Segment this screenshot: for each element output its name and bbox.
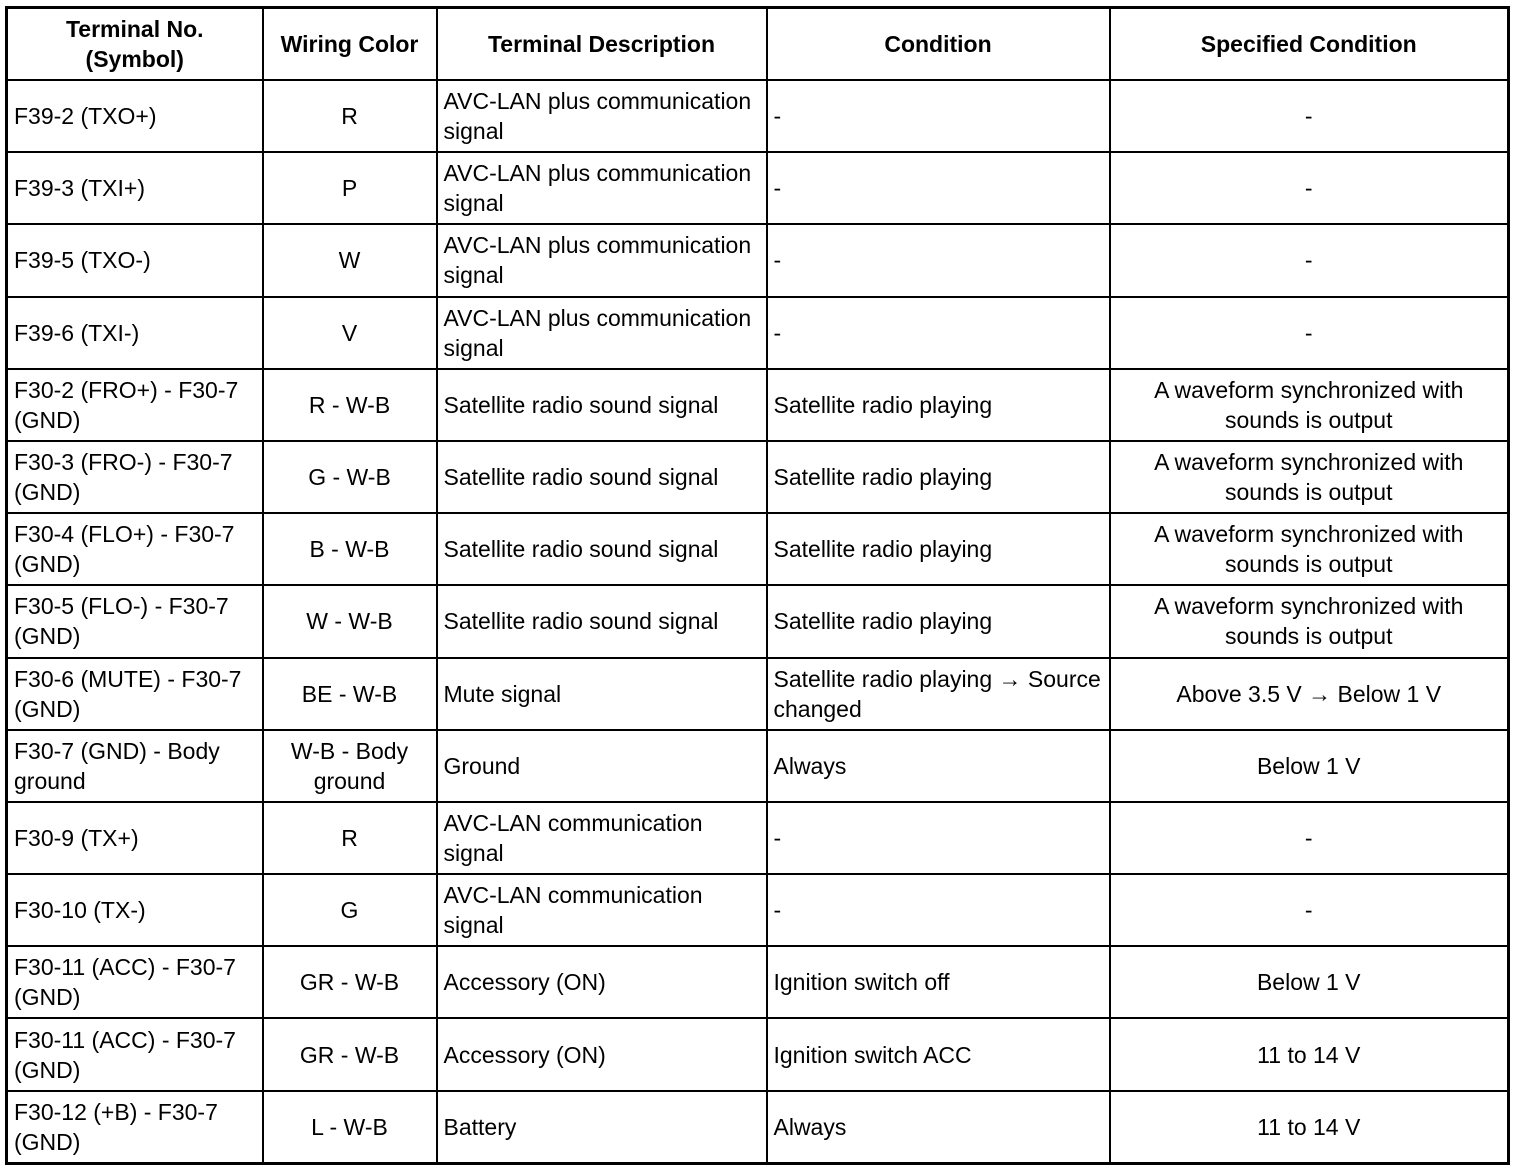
description-cell: Satellite radio sound signal: [437, 585, 767, 657]
table-row: [7, 658, 1509, 730]
table-row: [7, 1091, 1509, 1164]
wiring-cell: L - W-B: [263, 1091, 437, 1164]
table-row: [7, 224, 1509, 296]
terminal-cell: F30-10 (TX-): [7, 874, 263, 946]
table-row: [7, 152, 1509, 224]
table-row: [7, 730, 1509, 802]
specified-cell: 11 to 14 V: [1110, 1091, 1509, 1164]
condition-cell: Satellite radio playing: [767, 441, 1110, 513]
table-row: [7, 946, 1509, 1018]
terminal-cell: F30-11 (ACC) - F30-7 (GND): [7, 946, 263, 1018]
table-row: [7, 1018, 1509, 1090]
header-terminal-description: Terminal Description: [437, 8, 767, 81]
condition-cell: -: [767, 80, 1110, 152]
terminal-cell: F39-6 (TXI-): [7, 297, 263, 369]
description-cell: Satellite radio sound signal: [437, 441, 767, 513]
wiring-cell: G - W-B: [263, 441, 437, 513]
header-specified-condition: Specified Condition: [1110, 8, 1509, 81]
description-cell: AVC-LAN communication signal: [437, 802, 767, 874]
table-row: [7, 297, 1509, 369]
condition-cell: Always: [767, 730, 1110, 802]
description-cell: Satellite radio sound signal: [437, 513, 767, 585]
description-cell: AVC-LAN plus communication signal: [437, 152, 767, 224]
specified-cell: Above 3.5 V → Below 1 V: [1110, 658, 1509, 730]
specified-cell: A waveform synchronized with sounds is output: [1110, 441, 1509, 513]
specified-cell: Below 1 V: [1110, 946, 1509, 1018]
condition-cell: -: [767, 874, 1110, 946]
header-row: [7, 8, 1509, 81]
wiring-cell: BE - W-B: [263, 658, 437, 730]
description-cell: AVC-LAN plus communication signal: [437, 224, 767, 296]
condition-cell: -: [767, 224, 1110, 296]
table-row: [7, 513, 1509, 585]
condition-cell: -: [767, 297, 1110, 369]
description-cell: Battery: [437, 1091, 767, 1164]
specified-cell: 11 to 14 V: [1110, 1018, 1509, 1090]
condition-cell: Satellite radio playing: [767, 369, 1110, 441]
wiring-cell: W: [263, 224, 437, 296]
terminal-cell: F30-5 (FLO-) - F30-7 (GND): [7, 585, 263, 657]
specified-cell: A waveform synchronized with sounds is output: [1110, 585, 1509, 657]
table-row: [7, 80, 1509, 152]
terminal-cell: F39-5 (TXO-): [7, 224, 263, 296]
terminal-cell: F39-3 (TXI+): [7, 152, 263, 224]
table-row: [7, 802, 1509, 874]
wiring-cell: R - W-B: [263, 369, 437, 441]
terminal-cell: F30-4 (FLO+) - F30-7 (GND): [7, 513, 263, 585]
specified-cell: -: [1110, 152, 1509, 224]
terminal-cell: F30-12 (+B) - F30-7 (GND): [7, 1091, 263, 1164]
wiring-cell: W-B - Body ground: [263, 730, 437, 802]
description-cell: AVC-LAN plus communication signal: [437, 80, 767, 152]
condition-cell: Satellite radio playing: [767, 513, 1110, 585]
wiring-cell: R: [263, 802, 437, 874]
description-cell: Accessory (ON): [437, 946, 767, 1018]
wiring-cell: V: [263, 297, 437, 369]
specified-cell: -: [1110, 874, 1509, 946]
wiring-cell: P: [263, 152, 437, 224]
condition-cell: Always: [767, 1091, 1110, 1164]
header-wiring-color: Wiring Color: [263, 8, 437, 81]
condition-cell: Ignition switch off: [767, 946, 1110, 1018]
condition-cell: -: [767, 802, 1110, 874]
wiring-cell: GR - W-B: [263, 946, 437, 1018]
specified-cell: -: [1110, 802, 1509, 874]
table-row: [7, 585, 1509, 657]
condition-cell: Satellite radio playing → Source changed: [767, 658, 1110, 730]
wiring-cell: R: [263, 80, 437, 152]
wiring-cell: W - W-B: [263, 585, 437, 657]
description-cell: Mute signal: [437, 658, 767, 730]
specified-cell: -: [1110, 297, 1509, 369]
terminal-cell: F30-7 (GND) - Body ground: [7, 730, 263, 802]
terminal-cell: F39-2 (TXO+): [7, 80, 263, 152]
terminal-cell: F30-2 (FRO+) - F30-7 (GND): [7, 369, 263, 441]
specified-cell: -: [1110, 80, 1509, 152]
description-cell: AVC-LAN plus communication signal: [437, 297, 767, 369]
condition-cell: Ignition switch ACC: [767, 1018, 1110, 1090]
table-row: [7, 441, 1509, 513]
terminal-cell: F30-11 (ACC) - F30-7 (GND): [7, 1018, 263, 1090]
specified-cell: -: [1110, 224, 1509, 296]
header-terminal: Terminal No. (Symbol): [7, 8, 263, 81]
header-condition: Condition: [767, 8, 1110, 81]
terminal-cell: F30-9 (TX+): [7, 802, 263, 874]
wiring-cell: GR - W-B: [263, 1018, 437, 1090]
description-cell: AVC-LAN communication signal: [437, 874, 767, 946]
specified-cell: Below 1 V: [1110, 730, 1509, 802]
description-cell: Satellite radio sound signal: [437, 369, 767, 441]
table-row: [7, 874, 1509, 946]
condition-cell: -: [767, 152, 1110, 224]
wiring-cell: G: [263, 874, 437, 946]
wiring-cell: B - W-B: [263, 513, 437, 585]
description-cell: Accessory (ON): [437, 1018, 767, 1090]
specified-cell: A waveform synchronized with sounds is output: [1110, 513, 1509, 585]
specified-cell: A waveform synchronized with sounds is output: [1110, 369, 1509, 441]
condition-cell: Satellite radio playing: [767, 585, 1110, 657]
description-cell: Ground: [437, 730, 767, 802]
table-row: [7, 369, 1509, 441]
terminal-cell: F30-3 (FRO-) - F30-7 (GND): [7, 441, 263, 513]
terminal-spec-table: [5, 6, 1510, 1165]
terminal-cell: F30-6 (MUTE) - F30-7 (GND): [7, 658, 263, 730]
